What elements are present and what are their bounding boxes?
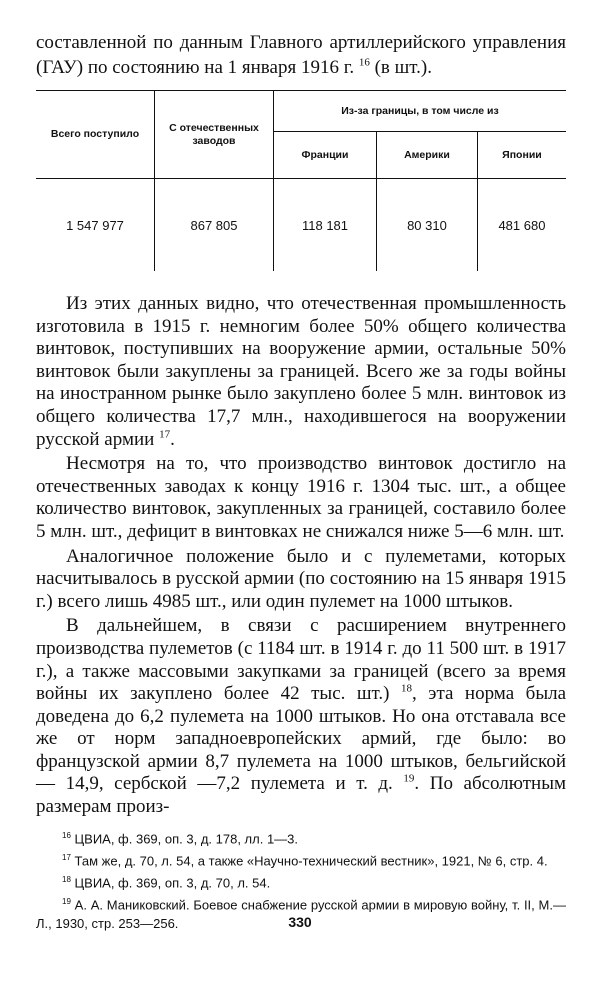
intro-text: составленной по данным Главного артиллерийского управления (ГАУ) по состоянию на 1 января 1916 г. $^{16}$ (в шт.). <box>36 32 566 78</box>
cell-total: 1 547 977 <box>36 179 155 272</box>
footnote-ref-19: 19 <box>403 773 415 786</box>
header-domestic-plants: С отечественных заводов <box>155 91 274 179</box>
header-from-abroad: Из-за границы, в том числе из <box>274 91 567 132</box>
footnote-ref-16: 16 <box>358 56 370 69</box>
header-japan: Японии <box>477 132 566 179</box>
header-france: Франции <box>274 132 377 179</box>
footnote-19: $^{19}$ А. А. Маниковский. Боевое снабжение русской армии в мировую войну, т. II, М.— Л., 1930, стр. 253—256. <box>36 897 566 932</box>
header-total-received: Всего поступило <box>36 91 155 179</box>
footnote-16: $^{16}$ ЦВИА, ф. 369, оп. 3, д. 178, лл. 1—3. <box>62 830 299 846</box>
footnote-17: $^{17}$ Там же, д. 70, л. 54, а также «Научно-технический вестник», 1921, № 6, стр. 4. <box>62 852 548 869</box>
cell-france: 118 181 <box>274 179 377 272</box>
cell-japan: 481 680 <box>498 217 546 233</box>
cell-america: 80 310 <box>377 179 478 272</box>
paragraph-3: Аналогичное положение было и с пулеметами, которых насчитывалось в русской армии (по состоянию на 15 января 1915 г.) всего лишь 4985 шт., или один пулемет на 1000 штыков. <box>36 545 566 612</box>
page-content <box>36 30 566 934</box>
footnote-ref-17: 17 <box>159 428 171 441</box>
footnote-18: $^{18}$ ЦВИА, ф. 369, оп. 3, д. 70, л. 54. <box>62 874 271 891</box>
paragraph-1: Из этих данных видно, что отечественная промышленность изготовила в 1915 г. немногим более 50% общего количества винтовок, поступивших на вооружение армии, остальные 50% винтовок были закуплены за границей. Всего же за годы войны на иностранном рынке было закуплено более 5 млн. винтовок из общего количества 17,7 млн., находившегося на вооружении русской армии $^{17}$. <box>36 293 566 450</box>
cell-domestic: 867 805 <box>155 179 274 272</box>
header-america: Америки <box>377 132 478 179</box>
page-number: 330 <box>288 914 312 930</box>
table-row <box>36 179 566 272</box>
footnote-ref-18: 18 <box>401 682 413 695</box>
rifle-supply-table <box>36 90 566 271</box>
paragraph-2: Несмотря на то, что производство винтовок достигло на отечественных заводах к концу 1916 г. 1304 тыс. шт., а общее количество винтовок, закупленных за границей, составило более 5 млн. шт., дефицит в винтовках не снижался ниже 5—6 млн. шт. <box>36 453 566 542</box>
paragraph-4: В дальнейшем, в связи с расширением внутреннего производства пулеметов (с 1184 шт. в 1914 г. до 11 500 шт. в 1917 г.), а также массовыми закупками за границей (всего за время войны их закуплено более 42 тыс. шт.) $^{18}$, эта норма была доведена до 6,2 пулемета на 1000 штыков. Но она отставала все же от норм западноевропейских армий, где было: во французской армии 8,7 пулемета на 1000 штыков, бельгийской — 14,9, сербской —7,2 пулемета и т. д. $^{19}$. По абсолютным размерам произ- <box>36 615 566 818</box>
